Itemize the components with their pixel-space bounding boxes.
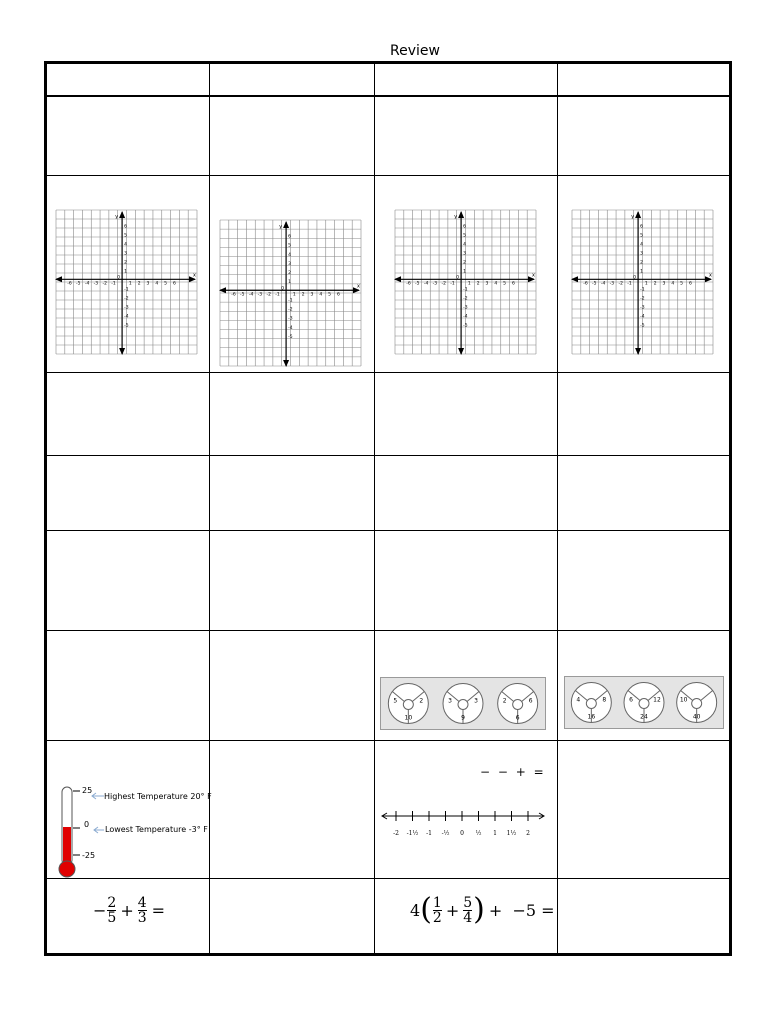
origin-label: 0 bbox=[117, 275, 120, 281]
y-tick-label: -5 bbox=[463, 323, 468, 329]
denominator: 2 bbox=[432, 909, 442, 926]
arrow-left-icon bbox=[93, 822, 105, 834]
x-tick-label: 3 bbox=[485, 281, 489, 287]
row-divider bbox=[47, 530, 729, 531]
spinner-value: 6 bbox=[528, 697, 533, 705]
y-tick-label: 6 bbox=[640, 224, 643, 230]
x-tick-label: -1 bbox=[627, 281, 632, 287]
arrow-left-icon bbox=[91, 792, 105, 800]
axis-label-y: y bbox=[631, 214, 635, 220]
equals-sign: = bbox=[151, 900, 166, 920]
right-paren: ) bbox=[473, 892, 485, 927]
x-tick-label: -6 bbox=[231, 292, 236, 298]
left-paren: ( bbox=[420, 892, 432, 927]
y-tick-label: 1 bbox=[288, 280, 291, 286]
number-line-expression: − − + = bbox=[480, 765, 546, 779]
x-tick-label: 2 bbox=[301, 292, 305, 298]
y-tick-label: -4 bbox=[124, 314, 129, 320]
x-tick-label: -4 bbox=[248, 292, 254, 298]
x-tick-label: -5 bbox=[415, 281, 420, 287]
fraction bbox=[138, 896, 147, 925]
x-tick-label: 4 bbox=[155, 281, 159, 287]
x-tick-label: 4 bbox=[319, 292, 323, 298]
y-tick-label: 1 bbox=[640, 269, 643, 275]
number-line-tick-label: -1½ bbox=[406, 830, 419, 837]
axis-label-x: x bbox=[532, 272, 535, 279]
x-tick-label: -3 bbox=[257, 292, 263, 298]
numerator: 5 bbox=[463, 894, 473, 911]
x-tick-label: 1 bbox=[128, 281, 132, 287]
spinner-hub bbox=[639, 699, 649, 709]
x-tick-label: 5 bbox=[503, 281, 507, 287]
fraction bbox=[433, 896, 442, 925]
spinner-value: 3 bbox=[474, 697, 478, 705]
origin-label: 0 bbox=[633, 275, 636, 281]
y-tick-label: -1 bbox=[124, 287, 129, 293]
x-tick-label: -6 bbox=[406, 281, 411, 287]
row-divider bbox=[47, 630, 729, 631]
x-tick-label: -2 bbox=[102, 281, 107, 287]
denominator: 3 bbox=[137, 909, 147, 926]
coordinate-plane-1 bbox=[54, 208, 199, 358]
spinner-value: 5 bbox=[393, 697, 398, 705]
origin-label: 0 bbox=[281, 286, 284, 292]
x-tick-label: -3 bbox=[93, 281, 99, 287]
axis-label-y: y bbox=[454, 214, 458, 220]
spinner-svg-left bbox=[381, 678, 545, 729]
spinner-value: 6 bbox=[515, 714, 520, 722]
axis-label-x: x bbox=[357, 283, 360, 290]
x-tick-label: 2 bbox=[476, 281, 480, 287]
y-tick-label: 4 bbox=[124, 242, 127, 248]
thermometer-bottom-mark: -25 bbox=[82, 851, 96, 860]
arrow-up-icon bbox=[283, 221, 289, 228]
number-line-tick-label: 1½ bbox=[506, 830, 517, 837]
y-tick-label: -3 bbox=[463, 305, 468, 311]
x-tick-label: -2 bbox=[266, 292, 271, 298]
y-tick-label: -2 bbox=[640, 296, 645, 302]
x-tick-label: 1 bbox=[644, 281, 648, 287]
x-tick-label: -5 bbox=[240, 292, 245, 298]
y-tick-label: 6 bbox=[124, 224, 127, 230]
y-tick-label: 1 bbox=[124, 269, 127, 275]
spinner-value: 2 bbox=[502, 697, 507, 705]
y-tick-label: 2 bbox=[463, 260, 466, 266]
y-tick-label: 5 bbox=[640, 233, 643, 239]
x-tick-label: 6 bbox=[336, 292, 340, 298]
thermometer-mid-mark: 0 bbox=[84, 820, 90, 829]
spinner-hub bbox=[513, 700, 523, 710]
spinner-value: 40 bbox=[692, 713, 701, 721]
axis-label-x: x bbox=[709, 272, 712, 279]
arrow-up-icon bbox=[119, 211, 125, 218]
y-tick-label: -5 bbox=[288, 334, 293, 340]
coordinate-plane-2 bbox=[218, 218, 363, 370]
x-tick-label: -3 bbox=[432, 281, 438, 287]
x-tick-label: -5 bbox=[592, 281, 597, 287]
y-tick-label: -5 bbox=[124, 323, 129, 329]
y-tick-label: 3 bbox=[288, 261, 291, 267]
number-line-tick-label: -2 bbox=[393, 830, 399, 837]
x-tick-label: -4 bbox=[423, 281, 429, 287]
origin-label: 0 bbox=[456, 275, 459, 281]
y-tick-label: -2 bbox=[124, 296, 129, 302]
number-line-tick-label: 1 bbox=[493, 830, 497, 837]
spinner-value: 8 bbox=[602, 696, 607, 704]
spinner-hub bbox=[692, 699, 702, 709]
x-tick-label: -4 bbox=[84, 281, 90, 287]
spinner-value: 24 bbox=[640, 713, 648, 721]
row-divider bbox=[47, 878, 729, 879]
spinner-value: 12 bbox=[653, 696, 661, 704]
number-line-tick-label: -½ bbox=[441, 830, 450, 837]
y-tick-label: 6 bbox=[288, 234, 291, 240]
y-tick-label: 3 bbox=[463, 251, 466, 257]
coordinate-plane-3 bbox=[393, 208, 538, 358]
x-tick-label: -1 bbox=[111, 281, 116, 287]
x-tick-label: -2 bbox=[441, 281, 446, 287]
arrow-up-icon bbox=[635, 211, 641, 218]
thermometer bbox=[56, 783, 96, 878]
number-line-tick-label: ½ bbox=[475, 830, 482, 837]
header-divider bbox=[47, 95, 729, 97]
column-divider bbox=[557, 64, 558, 953]
row-divider bbox=[47, 740, 729, 741]
y-tick-label: 4 bbox=[640, 242, 643, 248]
number-line bbox=[380, 806, 546, 842]
plus-sign: + bbox=[445, 900, 460, 920]
x-tick-label: 2 bbox=[137, 281, 141, 287]
review-title: Review bbox=[390, 43, 440, 59]
x-tick-label: 6 bbox=[511, 281, 515, 287]
coordinate-plane-4 bbox=[570, 208, 715, 358]
x-tick-label: 1 bbox=[292, 292, 296, 298]
spinner-value: 16 bbox=[587, 713, 596, 721]
y-tick-label: -2 bbox=[288, 307, 293, 313]
row-divider bbox=[47, 175, 729, 176]
x-tick-label: 3 bbox=[310, 292, 314, 298]
y-tick-label: 4 bbox=[463, 242, 466, 248]
x-tick-label: -3 bbox=[609, 281, 615, 287]
y-tick-label: 1 bbox=[463, 269, 466, 275]
x-tick-label: 4 bbox=[494, 281, 498, 287]
x-tick-label: 6 bbox=[688, 281, 692, 287]
y-tick-label: 4 bbox=[288, 252, 291, 258]
spinner-group-left bbox=[380, 677, 546, 730]
y-tick-label: 3 bbox=[124, 251, 127, 257]
plus-sign: + bbox=[120, 900, 134, 920]
fraction bbox=[107, 896, 116, 925]
y-tick-label: -1 bbox=[463, 287, 468, 293]
x-tick-label: 6 bbox=[172, 281, 176, 287]
spinner-value: 10 bbox=[679, 696, 688, 704]
x-tick-label: -6 bbox=[67, 281, 72, 287]
y-tick-label: -4 bbox=[463, 314, 468, 320]
y-tick-label: 5 bbox=[463, 233, 466, 239]
spinner-svg-right bbox=[565, 677, 723, 728]
y-tick-label: 2 bbox=[288, 271, 291, 277]
x-tick-label: -1 bbox=[450, 281, 455, 287]
x-tick-label: 1 bbox=[467, 281, 471, 287]
x-tick-label: 4 bbox=[671, 281, 675, 287]
arrow-up-icon bbox=[458, 211, 464, 218]
y-tick-label: -2 bbox=[463, 296, 468, 302]
column-divider bbox=[374, 64, 375, 953]
column-divider bbox=[209, 64, 210, 953]
axis-label-y: y bbox=[279, 224, 283, 230]
minus-sign: − bbox=[93, 900, 107, 920]
number-line-tick-label: 0 bbox=[460, 830, 464, 837]
denominator: 4 bbox=[463, 909, 473, 926]
numerator: 1 bbox=[432, 894, 442, 911]
y-tick-label: -4 bbox=[288, 325, 293, 331]
y-tick-label: 3 bbox=[640, 251, 643, 257]
x-tick-label: -1 bbox=[275, 292, 280, 298]
y-tick-label: 5 bbox=[288, 243, 291, 249]
spinner-hub bbox=[403, 700, 413, 710]
spinner-value: 10 bbox=[404, 714, 413, 722]
axis-label-y: y bbox=[115, 214, 119, 220]
y-tick-label: -5 bbox=[640, 323, 645, 329]
spinner-group-right bbox=[564, 676, 724, 729]
coefficient: 4 bbox=[410, 900, 421, 920]
number-line-tick-label: -1 bbox=[426, 830, 432, 837]
x-tick-label: -4 bbox=[600, 281, 606, 287]
expression-1 bbox=[93, 890, 165, 930]
x-tick-label: 3 bbox=[146, 281, 150, 287]
denominator: 5 bbox=[107, 909, 117, 926]
x-tick-label: 3 bbox=[662, 281, 666, 287]
y-tick-label: 2 bbox=[124, 260, 127, 266]
x-tick-label: 5 bbox=[680, 281, 684, 287]
y-tick-label: 2 bbox=[640, 260, 643, 266]
x-tick-label: -2 bbox=[618, 281, 623, 287]
y-tick-label: -1 bbox=[640, 287, 645, 293]
highest-temperature-label: Highest Temperature 20° F bbox=[104, 792, 212, 801]
fraction bbox=[463, 896, 472, 925]
x-tick-label: 5 bbox=[164, 281, 168, 287]
number-line-tick-label: 2 bbox=[526, 830, 530, 837]
x-tick-label: -5 bbox=[76, 281, 81, 287]
spinner-value: 2 bbox=[419, 697, 424, 705]
thermometer-top-mark: 25 bbox=[82, 786, 93, 795]
x-tick-label: 5 bbox=[328, 292, 332, 298]
spinner-value: 4 bbox=[576, 696, 581, 704]
x-tick-label: -6 bbox=[583, 281, 588, 287]
spinner-value: 6 bbox=[629, 696, 633, 704]
row-divider bbox=[47, 372, 729, 373]
y-tick-label: 6 bbox=[463, 224, 466, 230]
axis-label-x: x bbox=[193, 272, 196, 279]
expression-tail: + −5 = bbox=[488, 900, 555, 920]
spinner-value: 9 bbox=[461, 714, 465, 722]
y-tick-label: -3 bbox=[288, 316, 293, 322]
expression-2 bbox=[410, 890, 555, 930]
spinner-hub bbox=[458, 700, 468, 710]
y-tick-label: 5 bbox=[124, 233, 127, 239]
numerator: 4 bbox=[137, 894, 147, 911]
y-tick-label: -4 bbox=[640, 314, 645, 320]
x-tick-label: 2 bbox=[653, 281, 657, 287]
y-tick-label: -3 bbox=[124, 305, 129, 311]
row-divider bbox=[47, 455, 729, 456]
spinner-value: 3 bbox=[448, 697, 452, 705]
numerator: 2 bbox=[107, 894, 117, 911]
lowest-temperature-label: Lowest Temperature -3° F bbox=[105, 825, 208, 834]
y-tick-label: -3 bbox=[640, 305, 645, 311]
y-tick-label: -1 bbox=[288, 298, 293, 304]
spinner-hub bbox=[586, 699, 596, 709]
